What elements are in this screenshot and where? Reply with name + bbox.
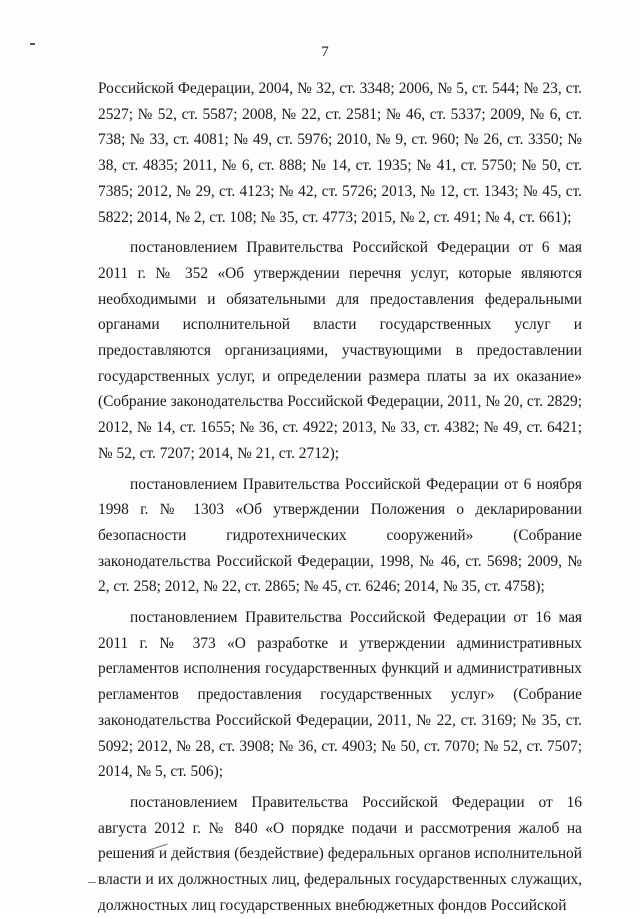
paragraph: Российской Федерации, 2004, № 32, ст. 3348; 2006, № 5, ст. 544; № 23, ст. 2527; № 52, ст. 5587; 2008, № 22, ст. 2581; № 46, ст. 5337; 2009, № 6, ст. 738; № 33, ст. 4081; № 49, ст. 5976; 2010, № 9, ст. 960; № 26, ст. 3350; № 38, ст. 4835; 2011, № 6, ст. 888; № 14, ст. 1935; № 41, ст. 5750; № 50, ст. 7385; 2012, № 29, ст. 4123; № 42, ст. 5726; 2013, № 12, ст. 1343; № 45, ст. 5822; 2014, № 2, ст. 108; № 35, ст. 4773; 2015, № 2, ст. 491; № 4, ст. 661); [98, 80, 582, 226]
paragraph: постановлением Правительства Российской Федерации от 6 мая 2011 г. № 352 «Об утверждении перечня услуг, которые являются необходимыми и обязательными для предоставления федеральными органами исполнительной власти государственных услуг и предоставляются организациями, участвующими в предоставлении государственных услуг, и определении размера платы за их оказание» (Собрание законодательства Российской Федерации, 2011, № 20, ст. 2829; 2012, № 14, ст. 1655; № 36, ст. 4922; 2013, № 33, ст. 4382; № 49, ст. 6421; № 52, ст. 7207; 2014, № 21, ст. 2712); [98, 239, 582, 462]
paragraph: постановлением Правительства Российской Федерации от 16 августа 2012 г. № 840 «О порядке подачи и рассмотрения жалоб на решения и действия (бездействие) федеральных органов исполнительной власти и их должностных лиц, федеральных государственных служащих, должностных лиц государственных внебюджетных фондов Российской [98, 793, 582, 914]
paragraph: постановлением Правительства Российской Федерации от 6 ноября 1998 г. № 1303 «Об утверждении Положения о декларировании безопасности гидротехнических сооружений» (Собрание законодательства Российской Федерации, 1998, № 46, ст. 5698; 2009, № 2, ст. 258; 2012, № 22, ст. 2865; № 45, ст. 6246; 2014, № 35, ст. 4758); [98, 475, 582, 596]
page-number: 7 [321, 44, 329, 60]
paragraph: постановлением Правительства Российской Федерации от 16 мая 2011 г. № 373 «О разработке и утверждении административных регламентов исполнения государственных функций и административных регламентов предоставления государственных услуг» (Собрание законодательства Российской Федерации, 2011, № 22, ст. 3169; № 35, ст. 5092; 2012, № 28, ст. 3908; № 36, ст. 4903; № 50, ст. 7070; № 52, ст. 7507; 2014, № 5, ст. 506); [98, 609, 582, 781]
scan-artifact [88, 882, 96, 883]
document-body [98, 76, 582, 919]
